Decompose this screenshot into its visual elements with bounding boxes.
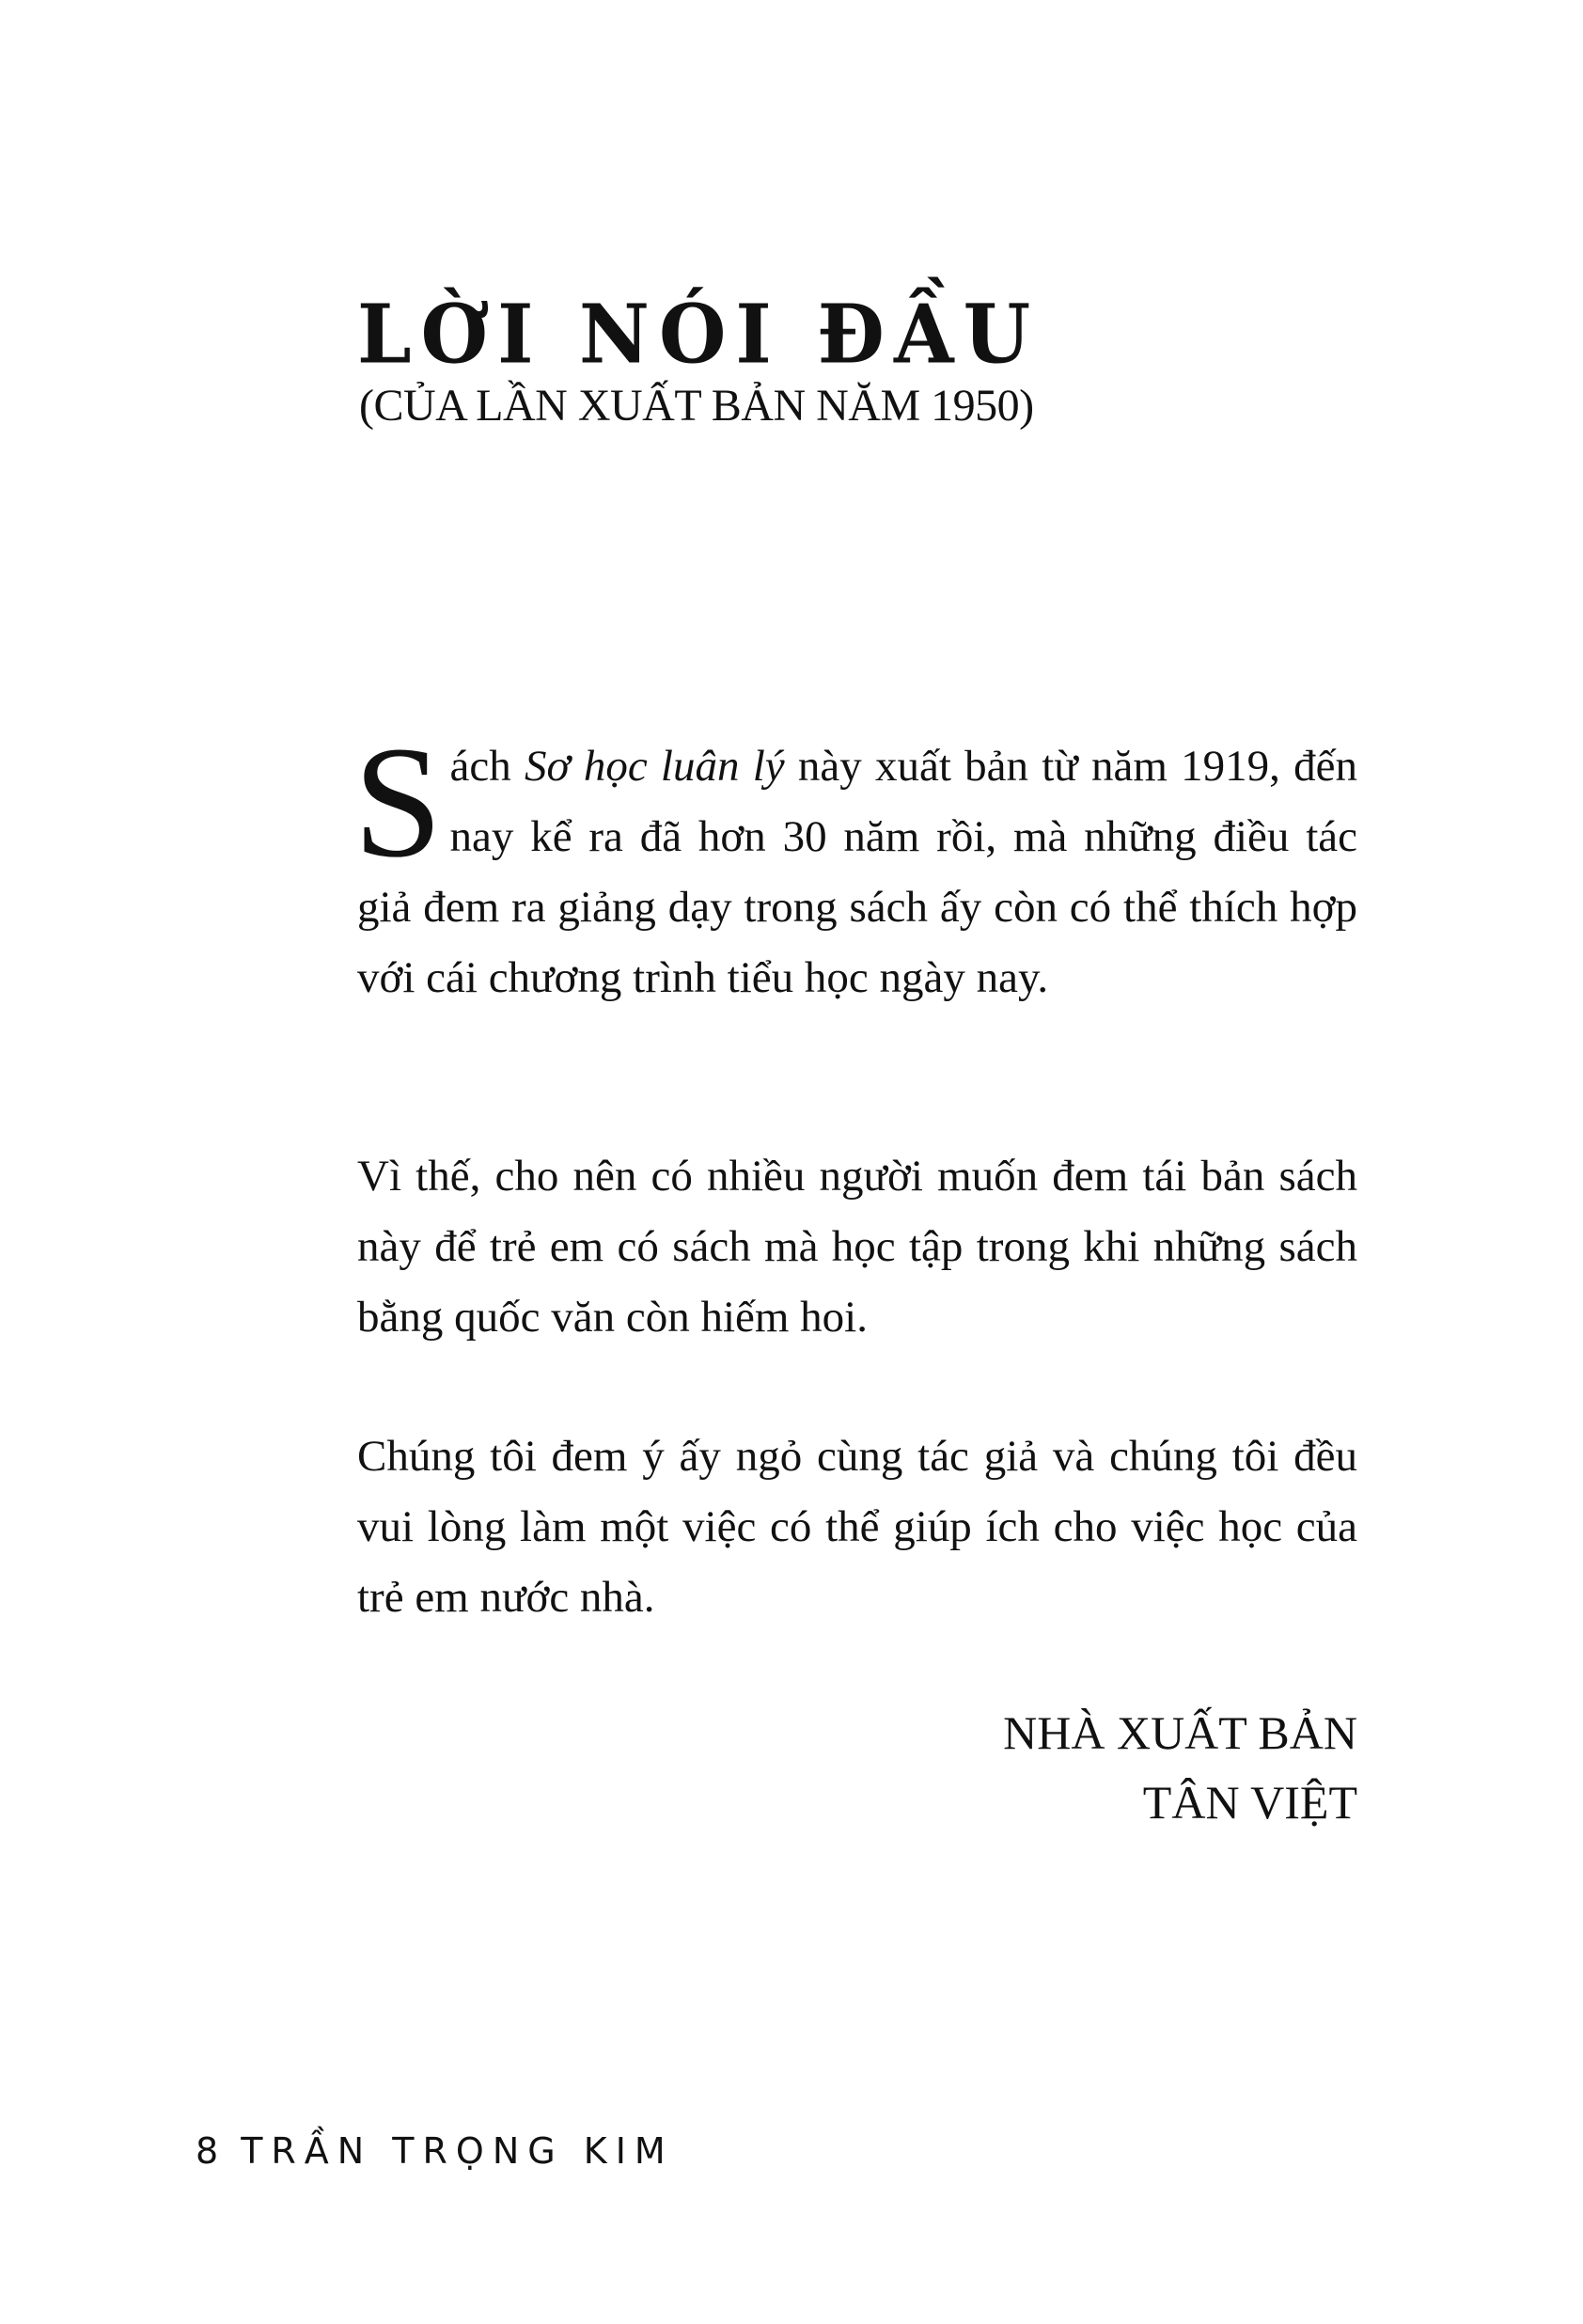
signature-line-2: TÂN VIỆT (1142, 1776, 1357, 1829)
paragraph-1 (353, 714, 1358, 1013)
signature-line-1: NHÀ XUẤT BẢN (1003, 1706, 1357, 1759)
page-footer (196, 2130, 674, 2172)
running-author: TRẦN TRỌNG KIM (241, 2130, 674, 2172)
signature (1003, 1698, 1357, 1837)
page-title: LỜI NÓI ĐẦU (357, 287, 1041, 383)
paragraph-2: Vì thế, cho nên có nhiều người muốn đem tái bản sách này để trẻ em có sách mà học tập trong khi những sách bằng quốc văn còn hiếm hoi. (357, 1152, 1357, 1342)
book-title: Sơ học luân lý (525, 742, 785, 791)
paragraph-1-start: ách (449, 742, 525, 791)
page-number: 8 (196, 2130, 219, 2172)
paragraph-3: Chúng tôi đem ý ấy ngỏ cùng tác giả và chúng tôi đều vui lòng làm một việc có thể giúp ích cho việc học của trẻ em nước nhà. (357, 1432, 1357, 1622)
paragraph-1-rest: này xuất bản từ năm 1919, đến nay kể ra đã hơn 30 năm rồi, mà những điều tác giả đem ra giảng dạy trong sách ấy còn có thể thích hợp với cái chương trình tiểu học ngày nay. (357, 742, 1358, 1002)
page-subtitle: (CỦA LẦN XUẤT BẢN NĂM 1950) (359, 381, 1034, 431)
drop-cap: S (353, 714, 443, 890)
